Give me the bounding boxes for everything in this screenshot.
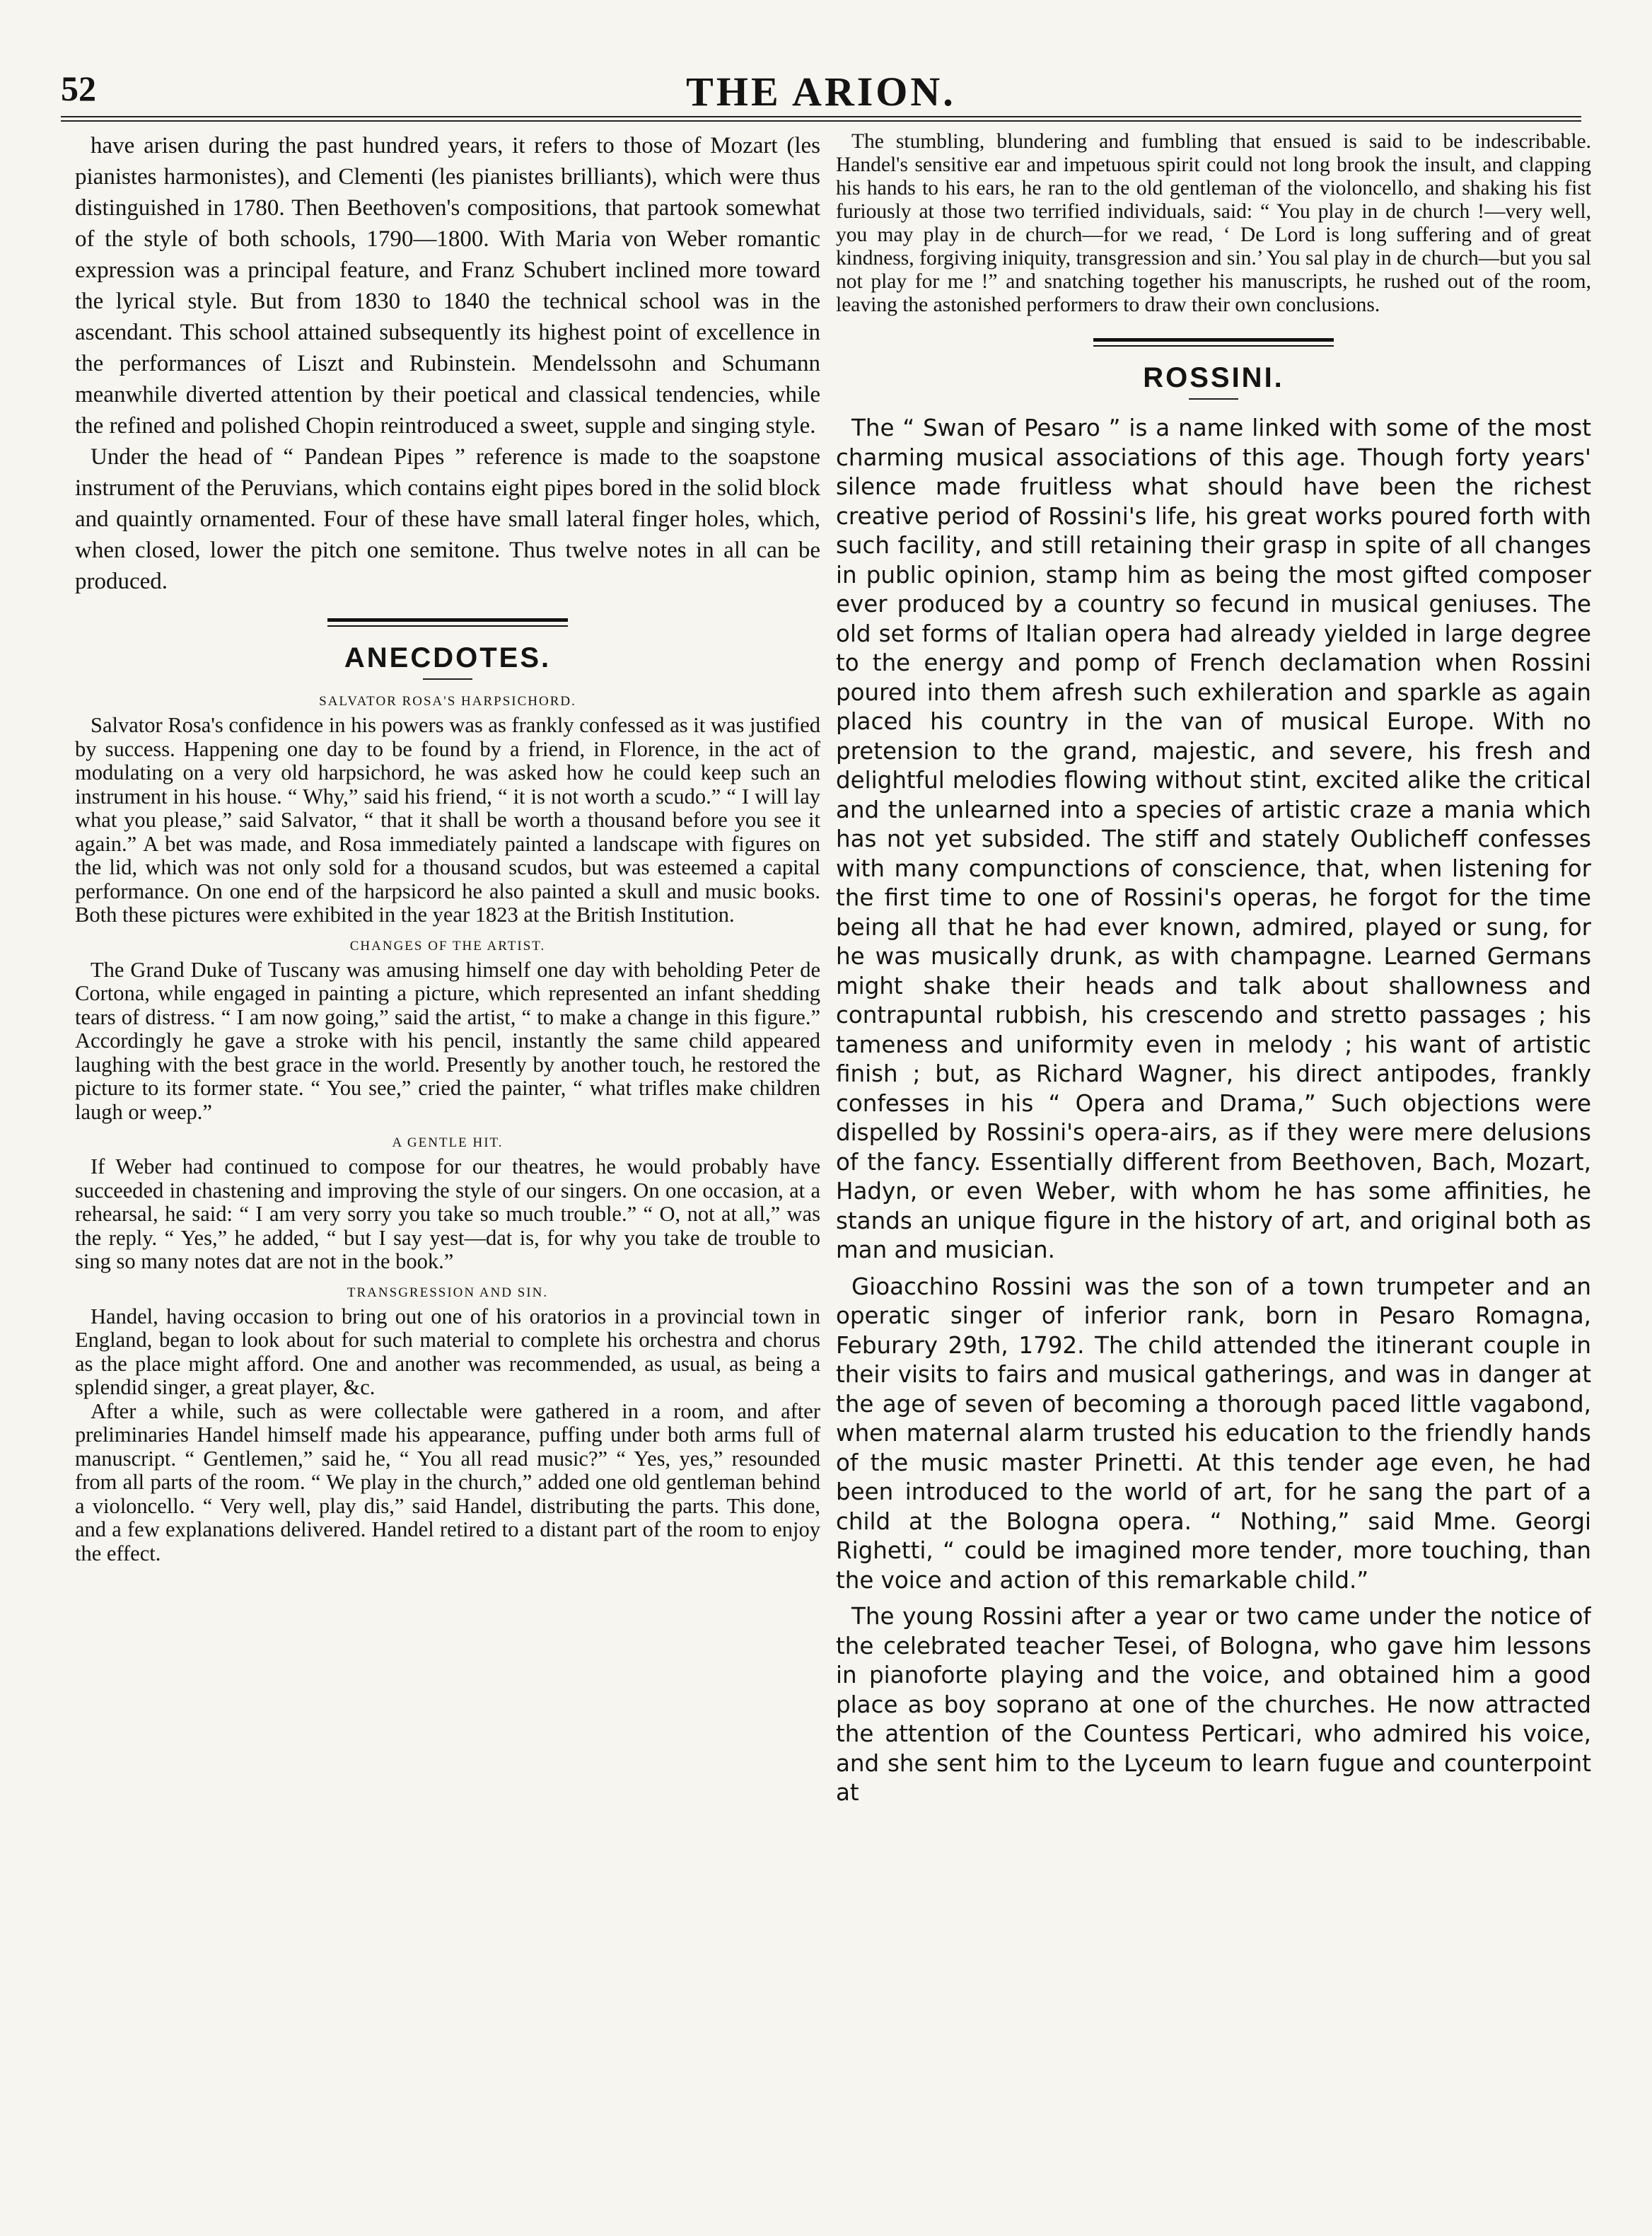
handel-continuation: The stumbling, blundering and fumbling that ensued is said to be indescribable. Handel's sensitive ear and impetuous spirit could not long brook the insult, and clapping his hands to his ears, he ran to the old gentleman of the violoncello, and shaking his fist furiously at those two terrified individuals, said: “ You play in de church !—very well, you may play in de church—for we read, ‘ De Lord is long suffering and of great kindness, forgiving iniquity, transgression and sin.’ You sal play in de church—but you sal not play for me !” and snatching together his manuscripts, he rushed out of the room, leaving the astonished performers to draw their own conclusions. [836, 130, 1591, 316]
header-rule-bottom [61, 120, 1581, 122]
rossini-paragraph: The young Rossini after a year or two came under the notice of the celebrated teacher Tesei, of Bologna, who gave him lessons in pianoforte playing and the voice, and obtained him a good place as boy soprano at one of the churches. He now attracted the attention of the Countess Perticari, who admired his voice, and she sent him to the Lyceum to learn fugue and counterpoint at [836, 1603, 1591, 1806]
pandean-pipes-paragraph: Under the head of “ Pandean Pipes ” reference is made to the soapstone instrument of the Peruvians, which contains eight pipes bored in the solid block and quaintly ornamented. Four of these have small lateral finger holes, which, when closed, lower the pitch one semitone. Thus twelve notes in all can be produced. [75, 444, 820, 594]
anecdote-subheading: TRANSGRESSION AND SIN. [347, 1285, 549, 1300]
section-divider [1093, 338, 1334, 347]
page-number: 52 [61, 69, 96, 108]
header-rule-top [61, 116, 1581, 117]
anecdote-subheading: SALVATOR ROSA'S HARPSICHORD. [319, 694, 576, 709]
anecdote-text: If Weber had continued to compose for our theatres, he would probably have succeeded in chastening and improving the style of our singers. On one occasion, at a rehearsal, he said: “ I am very sorry you take so much trouble.” “ O, not at all,” was the reply. “ Yes,” he added, “ but I say yest—dat is, for why you take de trouble to sing so many notes dat are not in the book.” [75, 1154, 820, 1273]
anecdote-subheading: A GENTLE HIT. [392, 1135, 504, 1150]
anecdote-text: Handel, having occasion to bring out one of his oratorios in a provincial town in England, began to look about for such material to complete his orchestra and chorus as the place might afford. One and another was recommended, as usual, as being a splendid singer, a great player, &c. [75, 1304, 820, 1399]
anecdotes-heading: ANECDOTES. [344, 642, 552, 673]
section-divider [327, 618, 568, 627]
anecdote-text: The Grand Duke of Tuscany was amusing himself one day with beholding Peter de Cortona, while engaged in painting a picture, which represented an infant shedding tears of distress. “ I am now going,” said the artist, “ to make a change in this figure.” Accordingly he gave a stroke with his pencil, instantly the same child appeared laughing with the best grace in the world. Presently by another touch, he restored the picture to its former state. “ You see,” cried the painter, “ what trifles make children laugh or weep.” [75, 957, 820, 1124]
rossini-heading: ROSSINI. [1143, 362, 1284, 393]
right-column [836, 130, 1591, 2210]
heading-underline [423, 678, 472, 680]
publication-title: THE ARION. [686, 69, 956, 115]
rossini-paragraph: Gioacchino Rossini was the son of a town trumpeter and an operatic singer of inferior rank, born in Pesaro Romagna, Feburary 29th, 1792. The child attended the itinerant couple in their visits to fairs and musical gatherings, and was in danger at the age of seven of becoming a thorough paced little vagabond, when maternal alarm trusted his education to the friendly hands of the music master Prinetti. At this tender age even, he had been introduced to the world of art, for he sang the part of a child at the Bologna opera. “ Nothing,” said Mme. Georgi Righetti, “ could be imagined more tender, more touching, than the voice and action of this remarkable child.” [836, 1273, 1591, 1594]
left-column [75, 130, 820, 2210]
page-header [61, 68, 1581, 115]
heading-underline [1189, 398, 1238, 400]
anecdote-text: After a while, such as were collectable were gathered in a room, and after preliminaries Handel himself made his appearance, puffing under both arms full of manuscript. “ Gentlemen,” said he, “ You all read music?” “ Yes, yes,” resounded from all parts of the room. “ We play in the church,” added one old gentleman behind a violoncello. “ Very well, play dis,” said Handel, distributing the parts. This done, and a few explanations delivered. Handel retired to a distant part of the room to enjoy the effect. [75, 1398, 820, 1565]
anecdote-subheading: CHANGES OF THE ARTIST. [349, 938, 546, 954]
rossini-paragraph: The “ Swan of Pesaro ” is a name linked with some of the most charming musical associations of this age. Though forty years' silence made fruitless what should have been the richest creative period of Rossini's life, his great works poured forth with such facility, and still retaining their grasp in spite of all changes in public opinion, stamp him as being the most gifted composer ever produced by a country so fecund in musical geniuses. The old set forms of Italian opera had already yielded in large degree to the energy and pomp of French declamation when Rossini poured into them afresh such exhileration and sparkle as again placed his country in the van of musical Europe. With no pretension to the grand, majestic, and severe, his fresh and delightful melodies flowing without stint, excited alike the critical and the unlearned into a species of artistic craze a mania which has not yet subsided. The stiff and stately Oublicheff confesses with many compunctions of conscience, that, when listening for the first time to one of Rossini's operas, he forgot for the time being all that he had ever known, admired, played or sung, for he was musically drunk, as with champagne. Learned Germans might shake their heads and talk about shallowness and contrapuntal rubbish, his crescendo and stretto passages ; his tameness and uniformity even in melody ; his want of artistic finish ; but, as Richard Wagner, his direct antipodes, frankly confesses in his “ Opera and Drama,” Such objections were dispelled by Rossini's opera-airs, as if they were mere delusions of the fancy. Essentially different from Beethoven, Bach, Mozart, Hadyn, or even Weber, with whom he has some affinities, he stands an unique figure in the history of art, and original both as man and musician. [836, 415, 1591, 1263]
anecdote-text: Salvator Rosa's confidence in his powers was as frankly confessed as it was justified by success. Happening one day to be found by a friend, in Florence, in the act of modulating on a very old harpsichord, he was asked how he could keep such an instrument in his house. “ Why,” said his friend, “ it is not worth a scudo.” “ I will lay what you please,” said Salvator, “ that it shall be worth a thousand before you see it again.” A bet was made, and Rosa immediately painted a landscape with figures on the lid, which was not only sold for a thousand scudos, but was esteemed a capital performance. On one end of the harpsicord he also painted a skull and music books. Both these pictures were exhibited in the year 1823 at the British Institution. [75, 713, 820, 927]
intro-paragraph: have arisen during the past hundred years, it refers to those of Mozart (les pianistes harmonistes), and Clementi (les pianistes brilliants), which were thus distinguished in 1780. Then Beethoven's compositions, that partook somewhat of the style of both schools, 1790—1800. With Maria von Weber romantic expression was a principal feature, and Franz Schubert inclined more toward the lyrical style. But from 1830 to 1840 the technical school was in the ascendant. This school attained subsequently its highest point of excellence in the performances of Liszt and Rubinstein. Mendelssohn and Schumann meanwhile diverted attention by their poetical and classical tendencies, while the refined and polished Chopin reintroduced a sweet, supple and singing style. [75, 133, 820, 439]
